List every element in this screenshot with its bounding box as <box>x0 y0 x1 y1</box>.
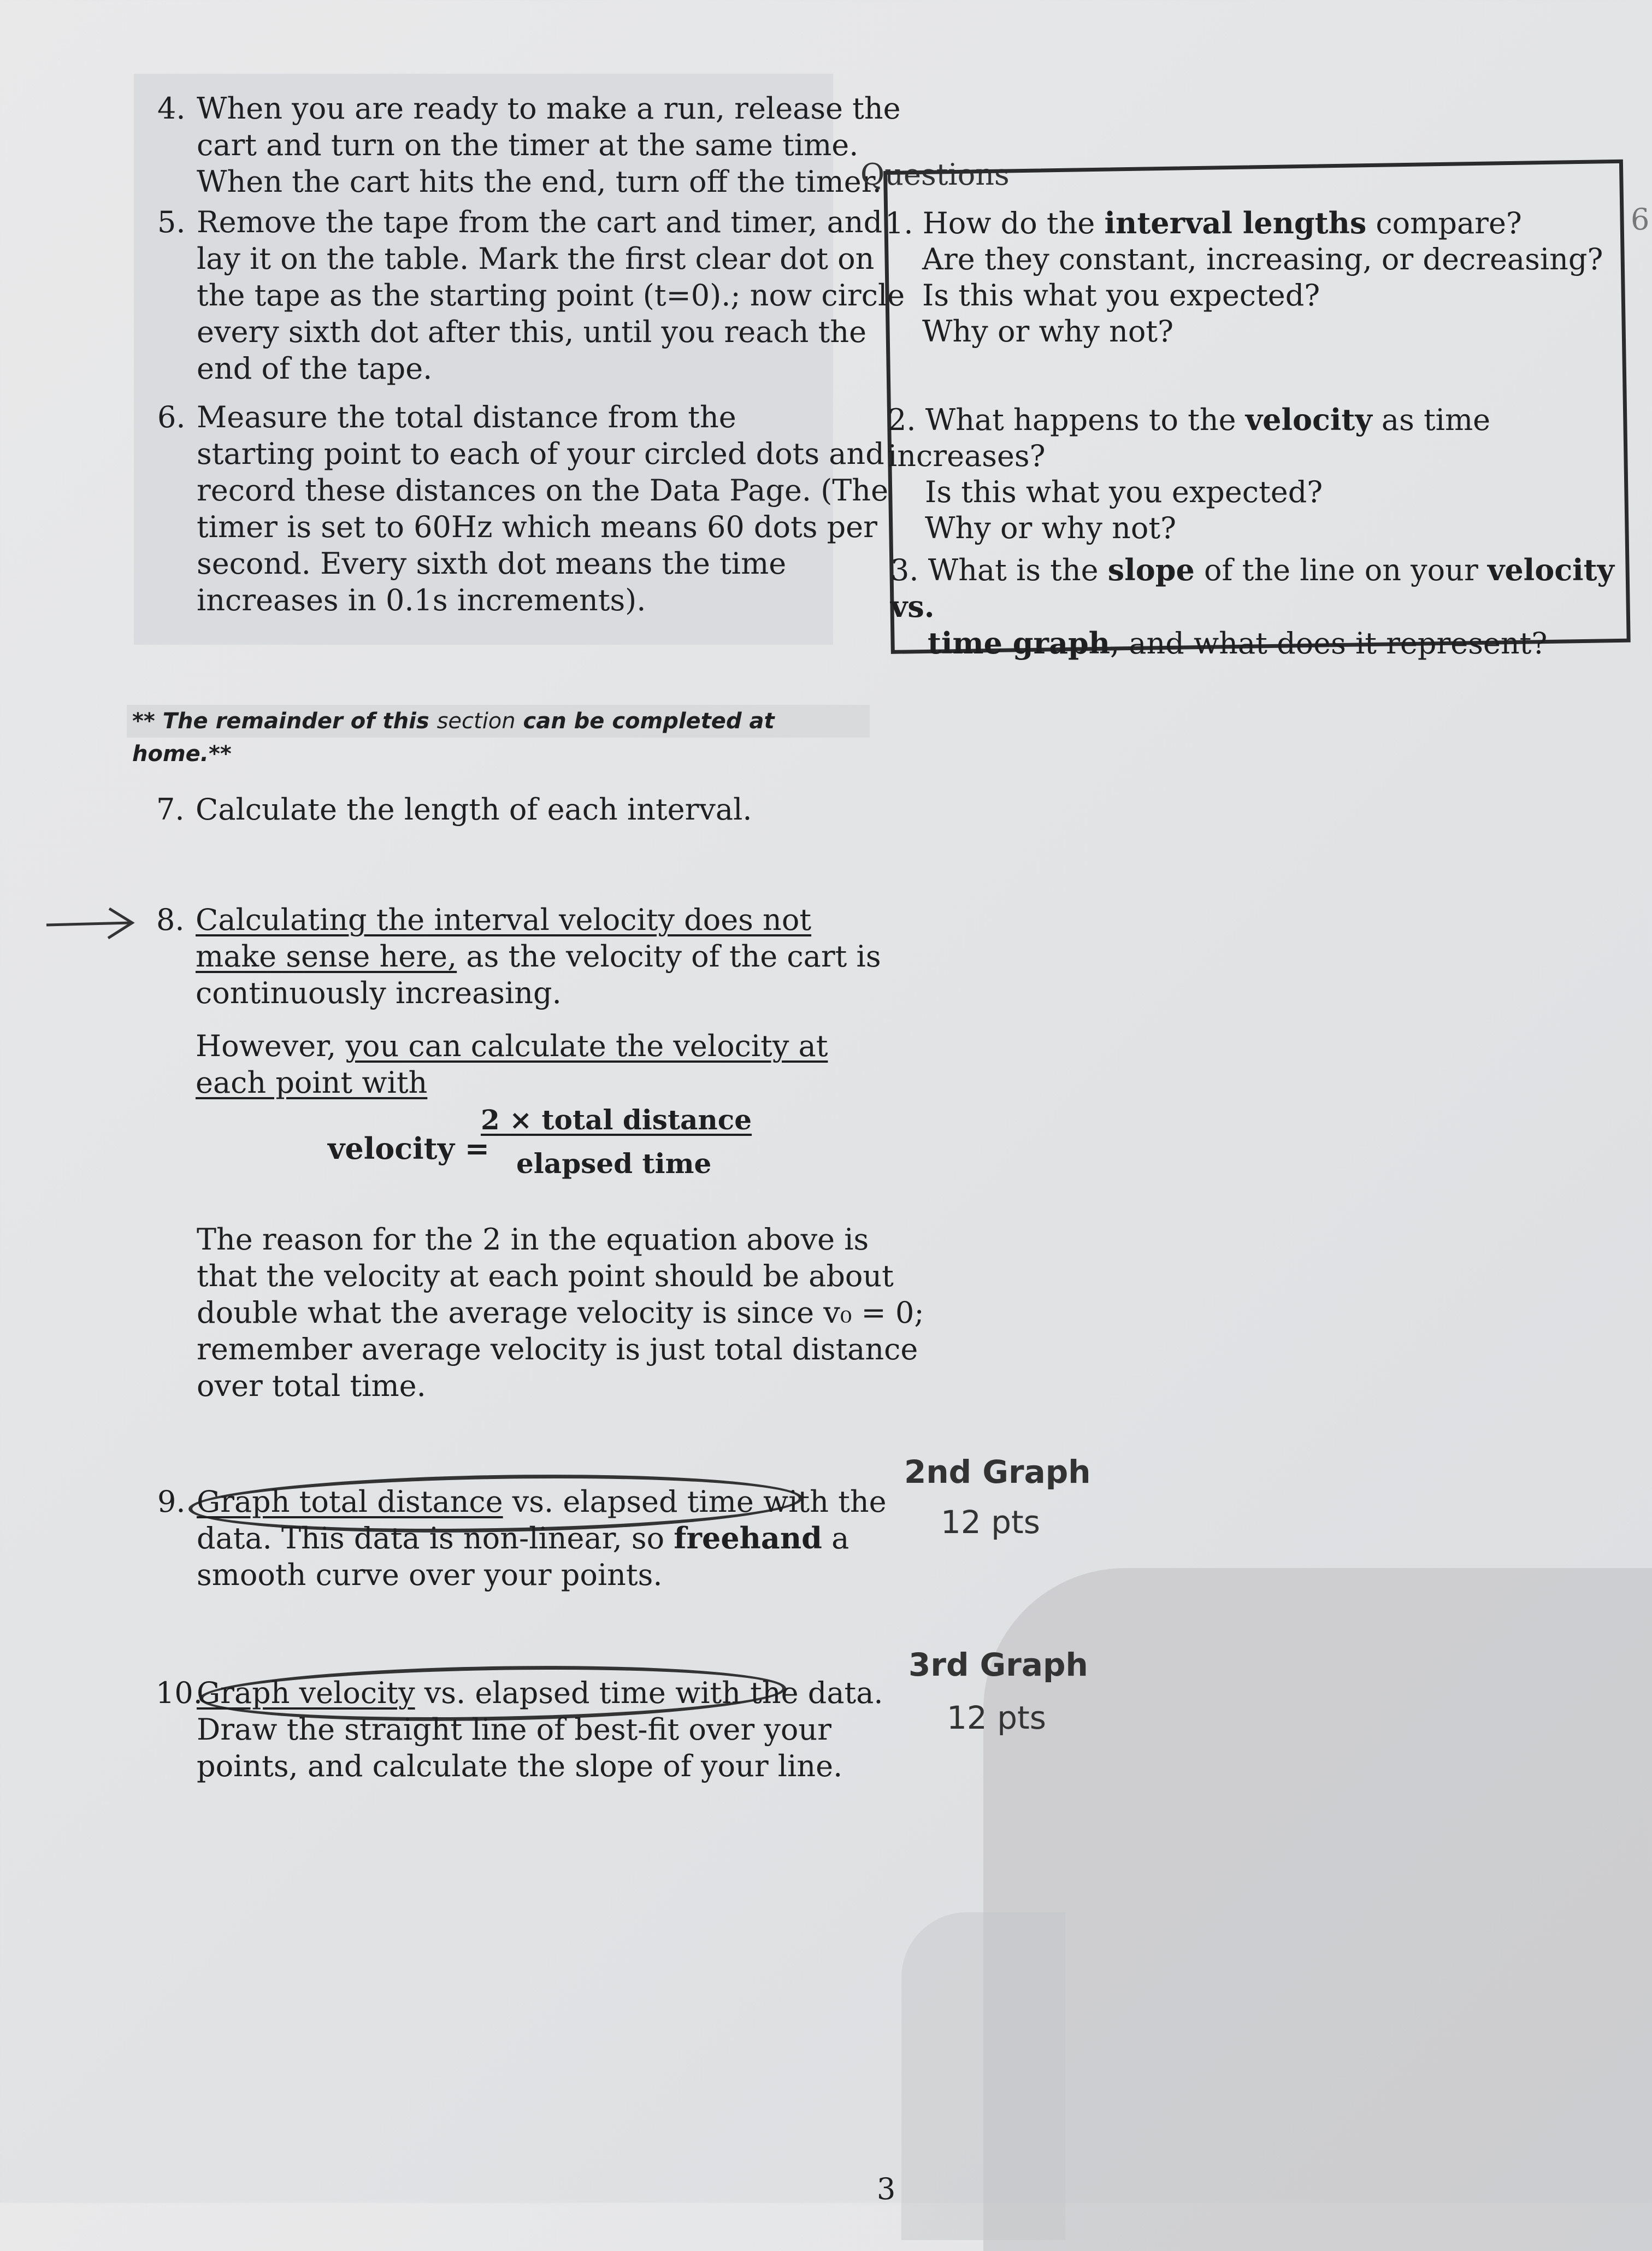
question-1: 1. How do the interval lengths compare? Are they constant, increasing, or decreasing? Is this what you expected? Why or why not? <box>885 205 1603 349</box>
equation-lhs: velocity = <box>328 1131 490 1166</box>
reason-paragraph: The reason for the 2 in the equation above is that the velocity at each point should be about double what the average velocity is since v₀ = 0; remember average velocity is just total distance over total time. <box>197 1222 924 1403</box>
step-8: 8. Calculating the interval velocity does not make sense here, as the velocity of the cart is continuously increasing. However, you can calculate the velocity at each point with <box>156 903 881 1100</box>
graph-3-title: 3rd Graph <box>908 1646 1088 1683</box>
hand-shadow-lower <box>901 1912 1065 2240</box>
step-4: 4. When you are ready to make a run, release the cart and turn on the timer at the same time. When the cart hits the end, turn off the timer. <box>157 91 901 199</box>
step-5: 5. Remove the tape from the cart and timer, and lay it on the table. Mark the first clear dot on the tape as the starting point (t=0).; now circle every sixth dot after this, until you reach the end of the tape. <box>157 205 905 386</box>
page-edge-char: 6 <box>1631 202 1650 237</box>
step-6: 6. Measure the total distance from the starting point to each of your circled dots and record these distances on the Data Page. (The timer is set to 60Hz which means 60 dots per second. Every sixth dot means the time increases in 0.1s increments). <box>157 400 889 617</box>
graph-2-title: 2nd Graph <box>904 1453 1091 1490</box>
handwritten-arrow-icon <box>44 904 137 942</box>
step-7: 7. Calculate the length of each interval. <box>156 792 752 827</box>
step-10: 10. Graph velocity vs. elapsed time with the data. Draw the straight line of best-fit over your points, and calculate the slope of your line. <box>156 1676 883 1783</box>
step-9: 9. Graph total distance vs. elapsed time with the data. This data is non-linear, so freehand a smooth curve over your points. <box>157 1484 887 1592</box>
question-2: 2. What happens to the velocity as time increases? Is this what you expected? Why or why not? <box>888 402 1491 545</box>
page-number: 3 <box>877 2172 896 2206</box>
graph-2-points: 12 pts <box>941 1504 1041 1541</box>
questions-title: Questions <box>860 157 1010 192</box>
graph-3-points: 12 pts <box>947 1699 1047 1736</box>
equation-denominator: elapsed time <box>516 1147 712 1180</box>
at-home-note: ** The remainder of this section can be completed at home.** <box>127 705 870 738</box>
equation-numerator: 2 × total distance <box>481 1104 752 1136</box>
question-3: 3. What is the slope of the line on your velocity vs. time graph, and what does it represent? <box>890 552 1614 661</box>
